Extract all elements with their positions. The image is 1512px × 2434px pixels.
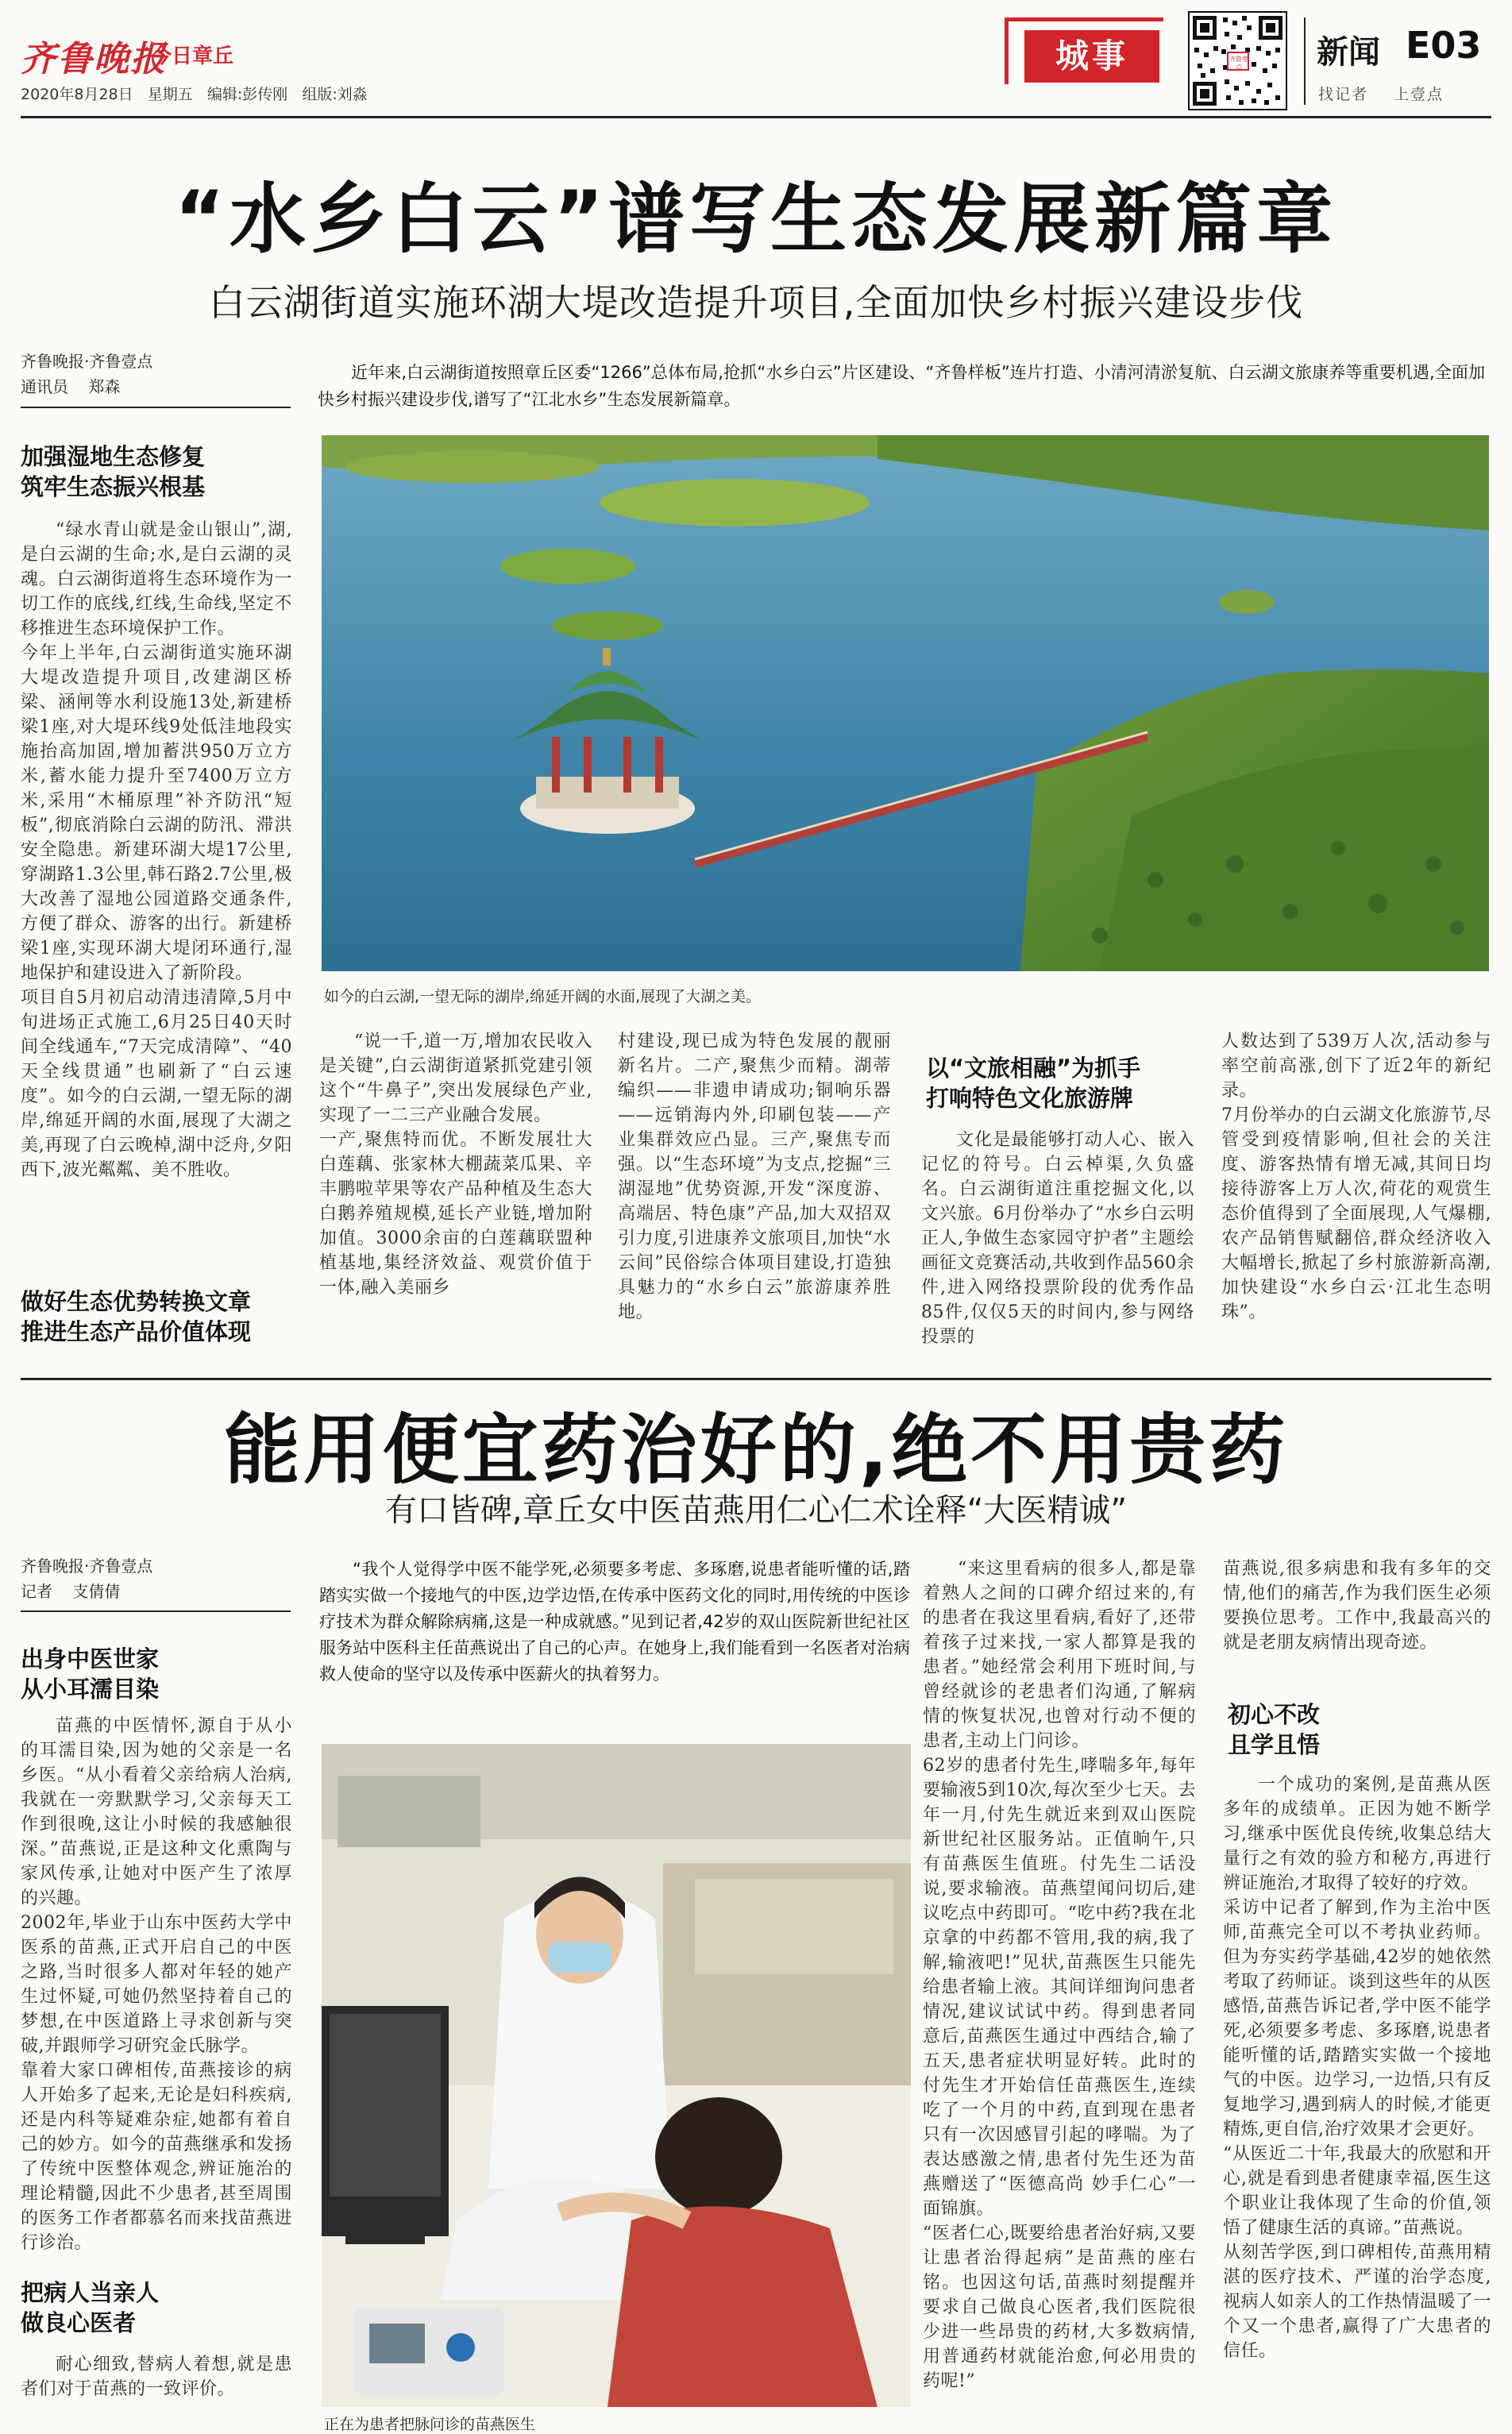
article2-lead: “我个人觉得学中医不能学死,必须要多考虑、多琢磨,说患者能听懂的话,踏踏实实做一个接地气的中医,边学边悟,在传承中医药文化的同时,用传统的中医诊疗技术为群众解除病痛,这是一种成就感。”见到记者,42岁的双山医院新世纪社区服务站中医科主任苗燕说出了自己的心声。在她身上,我们能看到一名医者对治病救人使命的坚守以及传承中医薪火的执着努力。: [319, 1560, 910, 1684]
article1-subheadline: 白云湖街道实施环湖大堤改造提升项目,全面加快乡村振兴建设步伐: [208, 281, 1304, 324]
article2-subheadline: 有口皆碑,章丘女中医苗燕用仁心仁术诠释“大医精诚”: [384, 1492, 1128, 1529]
article2-col4a: 苗燕说,很多病患和我有多年的交情,他们的痛苦,作为我们医生必须要换位思考。工作中,我最高兴的就是老朋友病情出现奇迹。: [1223, 1559, 1491, 1653]
article2-col4b: 一个成功的案例,是苗燕从医多年的成绩单。正因为她不断学习,继承中医优良传统,收集总结大量行之有效的验方和秘方,再进行辨证施治,才取得了较好的疗效。 采访中记者了解到,作为主治中医师,苗燕完全可以不考执业药师。但为夯实药学基础,42岁的她依然考取了药师证。谈到这些年的从医感悟,苗燕告诉记者,学中医不能学死,必须要多考虑、多琢磨,说患者能听懂的话,踏踏实实做一个接地气的中医。边学习,一边悟,只有反复地学习,遇到病人的时候,才能更精炼,更自信,治疗效果才会更好。 “从医近二十年,我最大的欣慰和开心,就是看到患者健康幸福,医生这个职业让我体现了生命的价值,领悟了健康生活的真谛。”苗燕说。 从刻苦学医,到口碑相传,苗燕用精湛的医疗技术、严谨的治学态度,视病人如亲人的工作热情温暖了一个又一个患者,赢得了广大患者的信任。: [1223, 1775, 1491, 2361]
article2-subhead-3: 初心不改 且学且悟: [1228, 1701, 1321, 1758]
edition-label: 今日章丘: [151, 44, 234, 68]
article2-subhead-2: 把病人当亲人 做良心医者: [21, 2279, 160, 2336]
article2-col3: “来这里看病的很多人,都是靠着熟人之间的口碑介绍过来的,有的患者在我这里看病,看好了,还带着孩子过来找,一家人都算是我的患者。”她经常会利用下班时间,与曾经就诊的老患者们沟通,了解病情的恢复状况,也曾对行动不便的患者,主动上门问诊。 62岁的患者付先生,哮喘多年,每年要输液5到10次,每次至少七天。去年一月,付先生就近来到双山医院新世纪社区服务站。正值晌午,只有苗燕医生值班。付先生二话没说,要求输液。苗燕望闻问切后,建议吃点中药即可。“吃中药?我在北京拿的中药都不管用,我的病,我了解,输液吧!”见状,苗燕医生只能先给患者输上液。其间详细询问患者情况,建议试试中药。得到患者同意后,苗燕医生通过中西结合,输了五天,患者症状明显好转。此时的付先生才开始信任苗燕医生,连续吃了一个月的中药,直到现在患者只有一次因感冒引起的哮喘。为了表达感激之情,患者付先生还为苗燕赠送了“医德高尚 妙手仁心”一面锦旗。 “医者仁心,既要给患者治好病,又要让患者治得起病”是苗燕的座右铭。也因这句话,苗燕时刻提醒并要求自己做良心医者,我们医院很少进一些昂贵的药材,大多数病情,用普通药材就能治愈,何必用贵的药呢!”: [923, 1559, 1196, 2391]
doctor-photo: [322, 1744, 911, 2407]
newspaper-logo: 齐鲁晚报: [21, 39, 167, 79]
article1-subhead-2: 做好生态优势转换文章 推进生态产品价值体现: [21, 1288, 252, 1345]
article1-byline-reporter: 通讯员 郑森: [21, 377, 121, 396]
article1-subhead-3: 以“文旅相融”为抓手 打响特色文化旅游牌: [926, 1055, 1141, 1112]
page-number: E03: [1406, 24, 1482, 67]
article2-col1b: 耐心细致,替病人着想,就是患者们对于苗燕的一致评价。: [21, 2355, 292, 2399]
qr-label: 齐鲁壹点: [1229, 56, 1248, 71]
article1-col1: [21, 518, 292, 1185]
article1-byline-source: 齐鲁晚报·齐鲁壹点: [21, 352, 153, 371]
article2-subhead-1: 出身中医世家 从小耳濡目染: [21, 1645, 160, 1703]
article1-col3: 村建设,现已成为特色发展的靓丽新名片。二产,聚焦少而精。湖蒂编织——非遗申请成功;铜响乐器——远销海内外,印刷包装——产业集群效应凸显。三产,聚焦专而强。以“生态环境”为支点,挖掘“三湖湿地”优势资源,开发“深度游、高端居、特色康”产品,加大双招双引力度,引进康养文旅项目,加快“水云间”民俗综合体项目建设,打造独具魅力的“水乡白云”旅游康养胜地。: [618, 1032, 891, 1322]
article2-byline-source: 齐鲁晚报·齐鲁壹点: [21, 1556, 153, 1576]
article-separator-rule: [21, 1378, 1491, 1380]
qr-code: [1188, 11, 1287, 110]
masthead: [0, 0, 1512, 135]
doctor-photo-caption: 正在为患者把脉问诊的苗燕医生: [324, 2416, 536, 2433]
lake-photo: [322, 435, 1489, 971]
article2-headline: 能用便宜药治好的,绝不用贵药: [223, 1406, 1289, 1495]
article1-col5: 人数达到了539万人次,活动参与率空前高涨,创下了近2年的新纪录。 7月份举办的白云湖文化旅游节,尽管受到疫情影响,但社会的关注度、游客热情有增无减,其间日均接待游客上万人次,荷花的观赏生态价值得到了全面展现,人气爆棚,农产品销售赋翻倍,群众经济收入大幅增长,掀起了乡村旅游新高潮,加快建设“水乡白云·江北生态明珠”。: [1221, 1032, 1491, 1322]
article2-col1: 苗燕的中医情怀,源自于从小的耳濡目染,因为她的父亲是一名乡医。“从小看着父亲给病人治病,我就在一旁默默学习,父亲每天工作到很晚,这让小时候的我感触很深。”苗燕说,正是这种文化熏陶与家风传承,让她对中医产生了浓厚的兴趣。 2002年,毕业于山东中医药大学中医系的苗燕,正式开启自己的中医之路,当时很多人都对年轻的她产生过怀疑,可她仍然坚持着自己的梦想,在中医道路上寻求创新与突破,并跟师学习研究金氏脉学。 靠着大家口碑相传,苗燕接诊的病人开始多了起来,无论是妇科疾病,还是内科等疑难杂症,她都有着自己的妙方。如今的苗燕继承和发扬了传统中医整体观念,辨证施治的理论精髓,因此不少患者,甚至周围的医务工作者都慕名而来找苗燕进行诊治。: [21, 1716, 292, 2251]
article1-col4: 文化是最能够打动人心、嵌入记忆的符号。白云棹渠,久负盛名。白云湖街道注重挖掘文化,以文兴旅。6月份举办了“水乡白云明正人,争做生态家园守护者”主题绘画征文竞赛活动,共收到作品560余件,进入网络投票阶段的优秀作品85件,仅仅5天的时间内,参与网络投票的: [921, 1130, 1194, 1347]
issue-meta: 2020年8月28日 星期五 编辑:彭传刚 组版:刘淼: [21, 86, 368, 103]
byline-rule-2: [21, 1610, 291, 1612]
article1-col2: “说一千,道一万,增加农民收入是关键”,白云湖街道紧抓党建引领这个“牛鼻子”,突出发展绿色产业,实现了一二三产业融合发展。 一产,聚焦特而优。不断发展壮大白莲藕、张家林大棚蔬菜瓜果、辛丰鹏啦苹果等农产品种植及生态大白鹅养殖规模,延长产业链,增加附加值。3000余亩的白莲藕联盟种植基地,集经济效益、观赏价值于一体,融入美丽乡: [319, 1032, 592, 1298]
article1-col1-text: “绿水青山就是金山银山”,湖,是白云湖的生命;水,是白云湖的灵魂。白云湖街道将生态环境作为一切工作的底线,红线,生命线,坚定不移推进生态环境保护工作。 今年上半年,白云湖街道实施环湖大堤改造提升项目,改建湖区桥梁、涵闸等水利设施13处,新建桥梁1座,对大堤环线9处低洼地段实施抬高加固,增加蓄洪950万立方米,蓄水能力提升至7400万立方米,采用“木桶原理”补齐防汛“短板”,彻底消除白云湖的防汛、滞洪安全隐患。新建环湖大堤17公里,穿湖路1.3公里,韩石路2.7公里,极大改善了湿地公园道路交通条件,方便了群众、游客的出行。新建桥梁1座,实现环湖大堤闭环通行,湿地保护和建设进入了新阶段。 项目自5月初启动清违清障,5月中旬进场正式施工,6月25日40天时间全线通车,“7天完成清障”、“40天全线贯通”也刷新了“白云速度”。如今的白云湖,一望无际的湖岸,绵延开阔的水面,展现了大湖之美,再现了白云晚棹,湖中泛舟,夕阳西下,波光粼粼、美不胜收。: [21, 520, 292, 1180]
article1-subhead-1: 加强湿地生态修复 筑牢生态振兴根基: [21, 443, 206, 500]
byline-rule: [21, 407, 291, 408]
masthead-slogan: 找记者 上壹点: [1318, 86, 1444, 103]
article2-byline-reporter: 记者 支倩倩: [21, 1582, 121, 1601]
article1-lead: 近年来,白云湖街道按照章丘区委“1266”总体布局,抢抓“水乡白云”片区建设、“齐鲁样板”连片打造、小清河清淤复航、白云湖文旅康养等重要机遇,全面加快乡村振兴建设步伐,谱写了“江北水乡”生态发展新篇章。: [318, 363, 1485, 409]
section-tag: 城事: [1024, 30, 1159, 83]
lake-photo-caption: 如今的白云湖,一望无际的湖岸,绵延开阔的水面,展现了大湖之美。: [324, 988, 762, 1005]
masthead-divider: [1304, 17, 1306, 105]
news-label: 新闻: [1317, 33, 1380, 71]
masthead-rule: [21, 116, 1491, 118]
article1-headline: “水乡白云”谱写生态发展新篇章: [174, 175, 1338, 264]
